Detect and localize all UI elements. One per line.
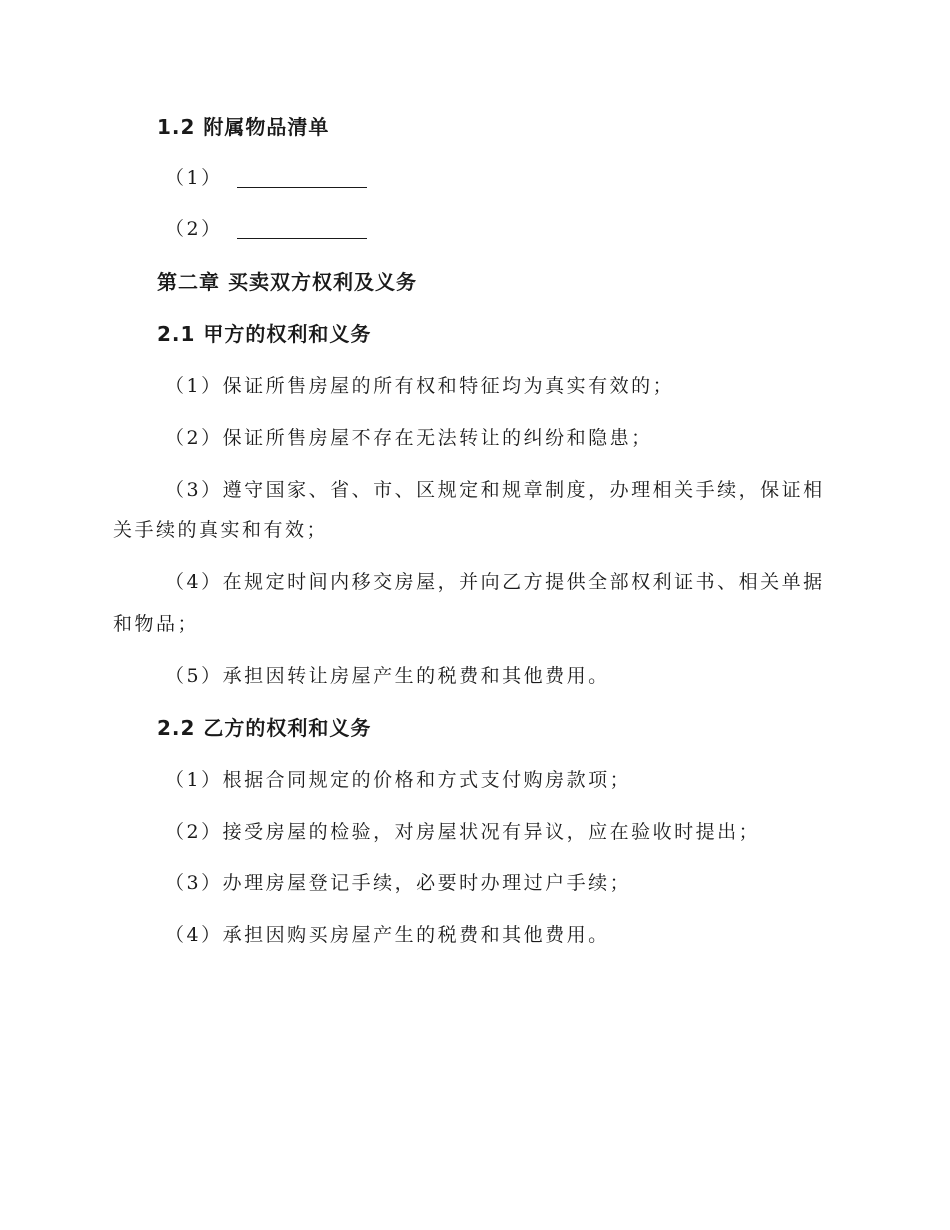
blank-fill-line bbox=[237, 165, 367, 188]
clause-line: （2）接受房屋的检验，对房屋状况有异议，应在验收时提出； bbox=[165, 821, 761, 843]
clause-line: （4）承担因购买房屋产生的税费和其他费用。 bbox=[165, 924, 610, 946]
section-heading-1-2: 1.2 附属物品清单 bbox=[157, 115, 330, 139]
attachment-item-1 bbox=[165, 165, 367, 191]
item-number: （2） bbox=[165, 218, 223, 240]
clause-line: （5）承担因转让房屋产生的税费和其他费用。 bbox=[165, 665, 610, 687]
clause-line-continuation: 关手续的真实和有效； bbox=[113, 519, 329, 541]
section-heading-2-1: 2.1 甲方的权利和义务 bbox=[157, 322, 372, 346]
item-number: （1） bbox=[165, 167, 223, 189]
clause-line: （1）保证所售房屋的所有权和特征均为真实有效的； bbox=[165, 375, 675, 397]
clause-line: （3）遵守国家、省、市、区规定和规章制度，办理相关手续，保证相 bbox=[165, 479, 825, 501]
section-heading-2-2: 2.2 乙方的权利和义务 bbox=[157, 716, 372, 740]
chapter-title: 第二章 买卖双方权利及义务 bbox=[157, 270, 417, 294]
blank-fill-line bbox=[237, 216, 367, 239]
clause-line: （1）根据合同规定的价格和方式支付购房款项； bbox=[165, 769, 632, 791]
clause-line-continuation: 和物品； bbox=[113, 613, 200, 635]
clause-line: （2）保证所售房屋不存在无法转让的纠纷和隐患； bbox=[165, 427, 653, 449]
clause-line: （3）办理房屋登记手续，必要时办理过户手续； bbox=[165, 872, 632, 894]
attachment-item-2 bbox=[165, 216, 367, 242]
clause-line: （4）在规定时间内移交房屋，并向乙方提供全部权利证书、相关单据 bbox=[165, 571, 825, 593]
